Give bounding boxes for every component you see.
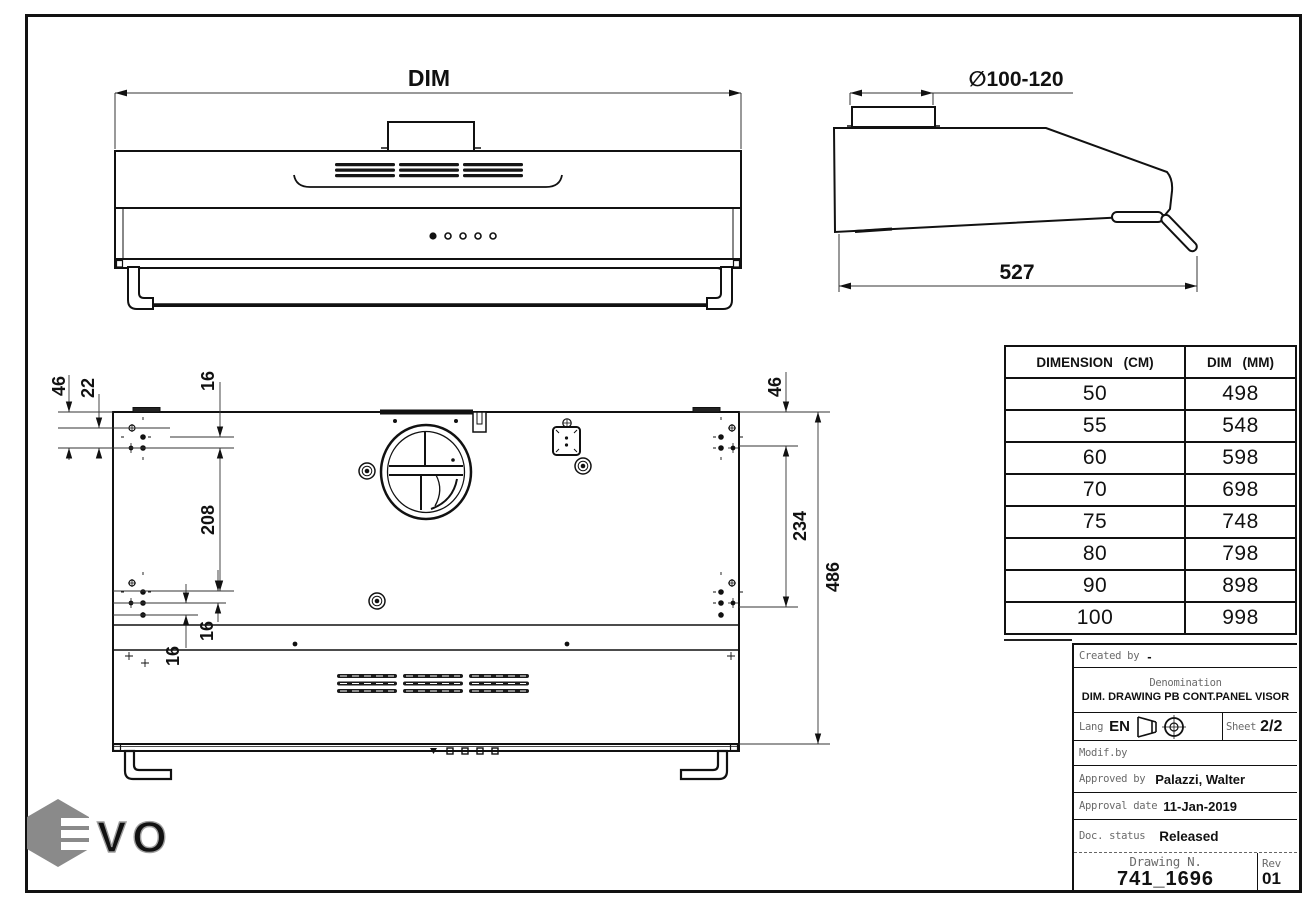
- table-cell: 548: [1222, 414, 1259, 437]
- table-cell: 55: [1006, 411, 1186, 441]
- table-cell: 70: [1006, 475, 1186, 505]
- denomination-label: Denomination: [1149, 677, 1222, 689]
- table-cell: 50: [1006, 379, 1186, 409]
- revision-label: Rev: [1262, 856, 1281, 870]
- created-by-label: Created by: [1079, 650, 1140, 662]
- dim-16-top: 16: [198, 370, 218, 392]
- hood-top-face: [115, 151, 741, 208]
- vent-grille-front: [335, 163, 523, 177]
- rear-tab-left: [133, 408, 160, 413]
- table-cell: 898: [1222, 574, 1259, 597]
- dim-46-left: 46: [49, 375, 69, 397]
- front-view: [90, 55, 770, 315]
- table-cell: 798: [1222, 542, 1259, 565]
- table-cell: 80: [1006, 539, 1186, 569]
- table-row: [1006, 443, 1295, 475]
- sheet-value: 2/2: [1260, 717, 1283, 735]
- table-row: [1006, 411, 1295, 443]
- table-row: [1006, 571, 1295, 603]
- doc-status-label: Doc. status: [1079, 830, 1146, 842]
- front-width-label: DIM: [407, 65, 451, 91]
- doc-status-row: [1074, 819, 1297, 852]
- drawing-number-row: [1074, 852, 1297, 890]
- denomination-value: DIM. DRAWING PB CONT.PANEL VISOR: [1081, 691, 1290, 703]
- modif-by-label: Modif.by: [1079, 747, 1128, 759]
- first-angle-cone-icon: [1138, 717, 1156, 737]
- dim-16-mid: 16: [197, 620, 217, 642]
- dim-486: 486: [823, 561, 843, 593]
- sheet-label: Sheet: [1226, 720, 1257, 733]
- table-cell: 598: [1222, 446, 1259, 469]
- table-row: [1006, 507, 1295, 539]
- foot-bracket-right: [681, 751, 727, 779]
- drawing-number-label: Drawing N.: [1129, 854, 1202, 869]
- table-cell: 498: [1222, 382, 1259, 405]
- dim-22-left: 22: [78, 377, 98, 399]
- drawing-number-cell: [1074, 853, 1258, 890]
- created-by-value: -: [1147, 648, 1152, 664]
- evo-logo: [25, 792, 185, 877]
- table-cell: 60: [1006, 443, 1186, 473]
- drawing-number-value: 741_1696: [1117, 868, 1214, 890]
- logo-e-bars: [61, 818, 89, 850]
- denomination-row: [1074, 667, 1297, 712]
- title-block: [1072, 643, 1297, 890]
- table-cell: 75: [1006, 507, 1186, 537]
- lang-sheet-row: [1074, 712, 1297, 740]
- foot-bracket-left: [125, 751, 171, 779]
- created-by-row: [1074, 645, 1297, 667]
- approval-date-value: 11-Jan-2019: [1163, 798, 1238, 814]
- front-rail-bottom: [113, 744, 739, 751]
- lang-label: Lang: [1079, 720, 1104, 733]
- approved-by-row: [1074, 765, 1297, 792]
- revision-cell: [1258, 853, 1297, 890]
- approval-date-row: [1074, 792, 1297, 819]
- rear-tab-right: [693, 408, 720, 413]
- revision-value: 01: [1262, 868, 1281, 888]
- table-cell: 748: [1222, 510, 1259, 533]
- doc-status-value: Released: [1159, 828, 1219, 844]
- duct-collar-side: [852, 107, 935, 127]
- bottom-view: [40, 360, 850, 800]
- lang-cell: [1074, 713, 1223, 740]
- vent-grille-bottom: [337, 674, 529, 693]
- hood-visor: [134, 268, 724, 306]
- modif-by-row: [1074, 740, 1297, 765]
- lang-value: EN: [1109, 718, 1130, 735]
- table-cell: 100: [1006, 603, 1186, 633]
- table-header-row: [1006, 347, 1295, 379]
- table-cell: 998: [1222, 606, 1259, 629]
- dim-208: 208: [198, 504, 218, 536]
- table-row: [1006, 603, 1295, 633]
- table-row: [1006, 539, 1295, 571]
- duct-diameter-label: ∅100-120: [968, 68, 1064, 91]
- hood-rail: [115, 259, 741, 268]
- table-row: [1006, 475, 1295, 507]
- dim-46-right: 46: [765, 376, 785, 398]
- dim-16-bottom: 16: [163, 645, 183, 667]
- sheet-cell: [1223, 713, 1297, 740]
- approved-by-label: Approved by: [1079, 773, 1146, 785]
- approved-by-value: Palazzi, Walter: [1155, 771, 1246, 787]
- table-cell: 90: [1006, 571, 1186, 601]
- duct-collar-front: [388, 122, 474, 151]
- title-block-extension-line: [1004, 639, 1072, 641]
- table-row: [1006, 379, 1295, 411]
- table-header-cell: DIM (MM): [1207, 354, 1274, 370]
- logo-text: VO: [97, 813, 173, 862]
- visor-handle: [1160, 213, 1199, 253]
- approval-date-label: Approval date: [1079, 800, 1158, 812]
- visor-edge-side: [1112, 212, 1163, 222]
- depth-label: 527: [999, 261, 1035, 284]
- dimension-table: [1004, 345, 1297, 635]
- table-header-cell: DIMENSION (CM): [1006, 347, 1186, 377]
- hood-front-panel: [115, 208, 741, 259]
- dim-234: 234: [790, 510, 810, 542]
- side-view: [820, 60, 1220, 300]
- projection-symbols: [1135, 714, 1191, 740]
- rear-latch: [473, 412, 486, 432]
- table-cell: 698: [1222, 478, 1259, 501]
